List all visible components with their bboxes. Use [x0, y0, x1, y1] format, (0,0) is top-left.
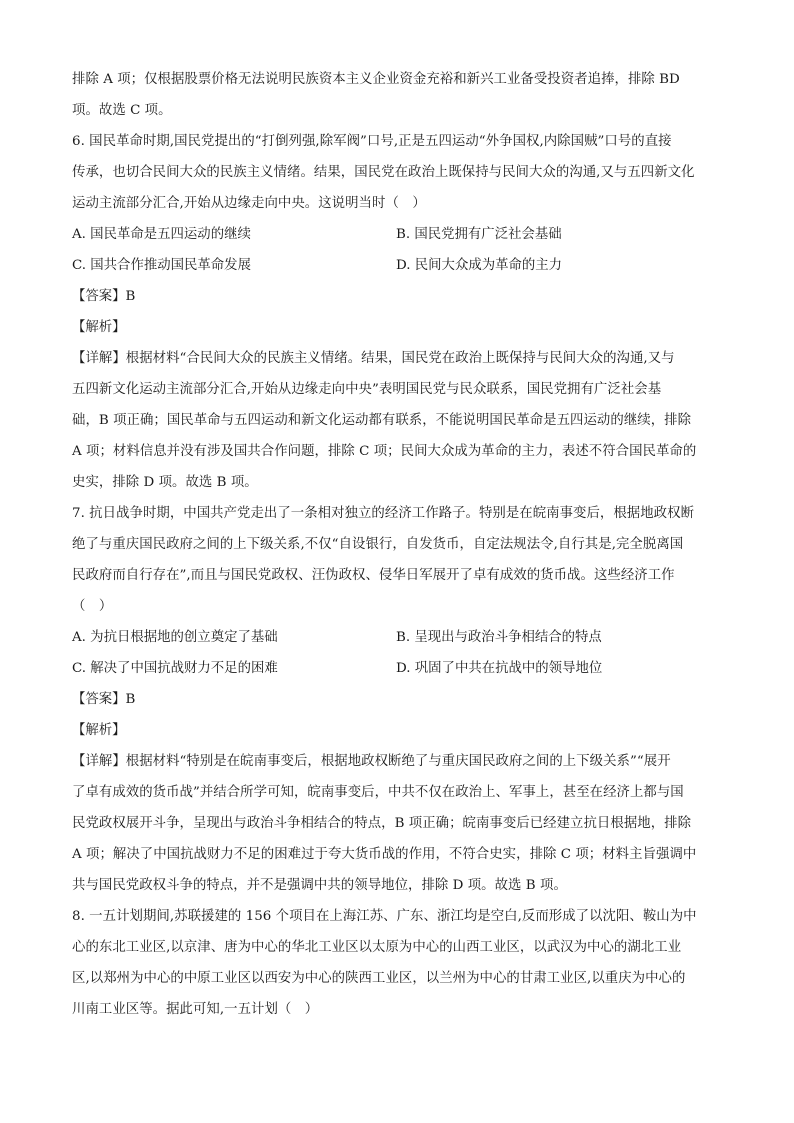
q8-stem-line: 8. 一五计划期间,苏联援建的 156 个项目在上海江苏、广东、浙江均是空白,反而形成了以沈阳、鞍山为中: [72, 909, 697, 924]
q7-option-b: B. 呈现出与政治斗争相结合的特点: [396, 630, 602, 645]
q8-stem-line: 川南工业区等。据此可知,一五计划（ ）: [72, 1002, 319, 1017]
q6-options-row: [72, 250, 722, 281]
document-page: [72, 64, 722, 1025]
q6-option-b: B. 国民党拥有广泛社会基础: [396, 227, 562, 242]
q6-option-d: D. 民间大众成为革命的主力: [396, 258, 563, 273]
q6-detail-line: A 项；材料信息并没有涉及国共合作问题，排除 C 项；民间大众成为革命的主力，表述不符合国民革命的: [72, 444, 697, 459]
q7-stem-line: （ ）: [72, 599, 113, 614]
q7-options-row: [72, 622, 722, 653]
q7-detail-line: 民党政权展开斗争，呈现出与政治斗争相结合的特点，B 项正确；皖南事变后已经建立抗日根据地，排除: [72, 816, 692, 831]
intro-line: 排除 A 项；仅根据股票价格无法说明民族资本主义企业资金充裕和新兴工业备受投资者追捧，排除 BD: [72, 72, 680, 87]
intro-block: [72, 64, 722, 126]
q7-option-d: D. 巩固了中共在抗战中的领导地位: [396, 661, 603, 676]
question-6: [72, 126, 722, 498]
question-7: [72, 498, 722, 901]
q7-detail-line: 【详解】根据材料“特别是在皖南事变后，根据地政权断绝了与重庆国民政府之间的上下级关系”“展开: [72, 754, 671, 769]
q7-detail-line: A 项；解决了中国抗战财力不足的困难过于夸大货币战的作用，不符合史实，排除 C 项；材料主旨强调中: [72, 847, 697, 862]
q6-options-row: [72, 219, 722, 250]
q7-stem-line: 民政府而自行存在”,而且与国民党政权、汪伪政权、侵华日军展开了卓有成效的货币战。这些经济工作: [72, 568, 675, 583]
q6-analysis-label: 【解析】: [72, 320, 126, 335]
q6-detail-line: 史实，排除 D 项。故选 B 项。: [72, 475, 258, 490]
q6-option-a: A. 国民革命是五四运动的继续: [72, 227, 251, 242]
q7-detail-line: 共与国民党政权斗争的特点，并不是强调中共的领导地位，排除 D 项。故选 B 项。: [72, 878, 567, 893]
q6-stem-line: 运动主流部分汇合,开始从边缘走向中央。这说明当时（ ）: [72, 196, 426, 211]
q7-stem-line: 绝了与重庆国民政府之间的上下级关系,不仅“自设银行，自发货币，自定法规法令,自行其是,完全脱离国: [72, 537, 684, 552]
q6-answer: 【答案】B: [72, 289, 136, 304]
q7-option-a: A. 为抗日根据地的创立奠定了基础: [72, 630, 278, 645]
q7-option-c: C. 解决了中国抗战财力不足的困难: [72, 661, 278, 676]
q7-options-row: [72, 653, 722, 684]
q6-stem-line: 6. 国民革命时期,国民党提出的“打倒列强,除军阀”口号,正是五四运动“外争国权,内除国贼”口号的直接: [72, 134, 672, 149]
q7-analysis-label: 【解析】: [72, 723, 126, 738]
q6-option-c: C. 国共合作推动国民革命发展: [72, 258, 251, 273]
q7-answer: 【答案】B: [72, 692, 136, 707]
q7-detail-line: 了卓有成效的货币战”并结合所学可知，皖南事变后，中共不仅在政治上、军事上，甚至在经济上都与国: [72, 785, 684, 800]
q7-stem-line: 7. 抗日战争时期，中国共产党走出了一条相对独立的经济工作路子。特别是在皖南事变后，根据地政权断: [72, 506, 695, 521]
q6-detail-line: 五四新文化运动主流部分汇合,开始从边缘走向中央”表明国民党与民众联系，国民党拥有广泛社会基: [72, 382, 662, 397]
q6-detail-line: 【详解】根据材料“合民间大众的民族主义情绪。结果，国民党在政治上既保持与民间大众的沟通,又与: [72, 351, 675, 366]
q8-stem-line: 区,以郑州为中心的中原工业区以西安为中心的陕西工业区，以兰州为中心的甘肃工业区,以重庆为中心的: [72, 971, 686, 986]
q8-stem-line: 心的东北工业区,以京津、唐为中心的华北工业区以太原为中心的山西工业区，以武汉为中心的湖北工业: [72, 940, 682, 955]
question-8: [72, 901, 722, 1025]
intro-line: 项。故选 C 项。: [72, 103, 172, 118]
q6-stem-line: 传承，也切合民间大众的民族主义情绪。结果，国民党在政治上既保持与民间大众的沟通,又与五四新文化: [72, 165, 695, 180]
q6-detail-line: 础，B 项正确；国民革命与五四运动和新文化运动都有联系，不能说明国民革命是五四运动的继续，排除: [72, 413, 692, 428]
